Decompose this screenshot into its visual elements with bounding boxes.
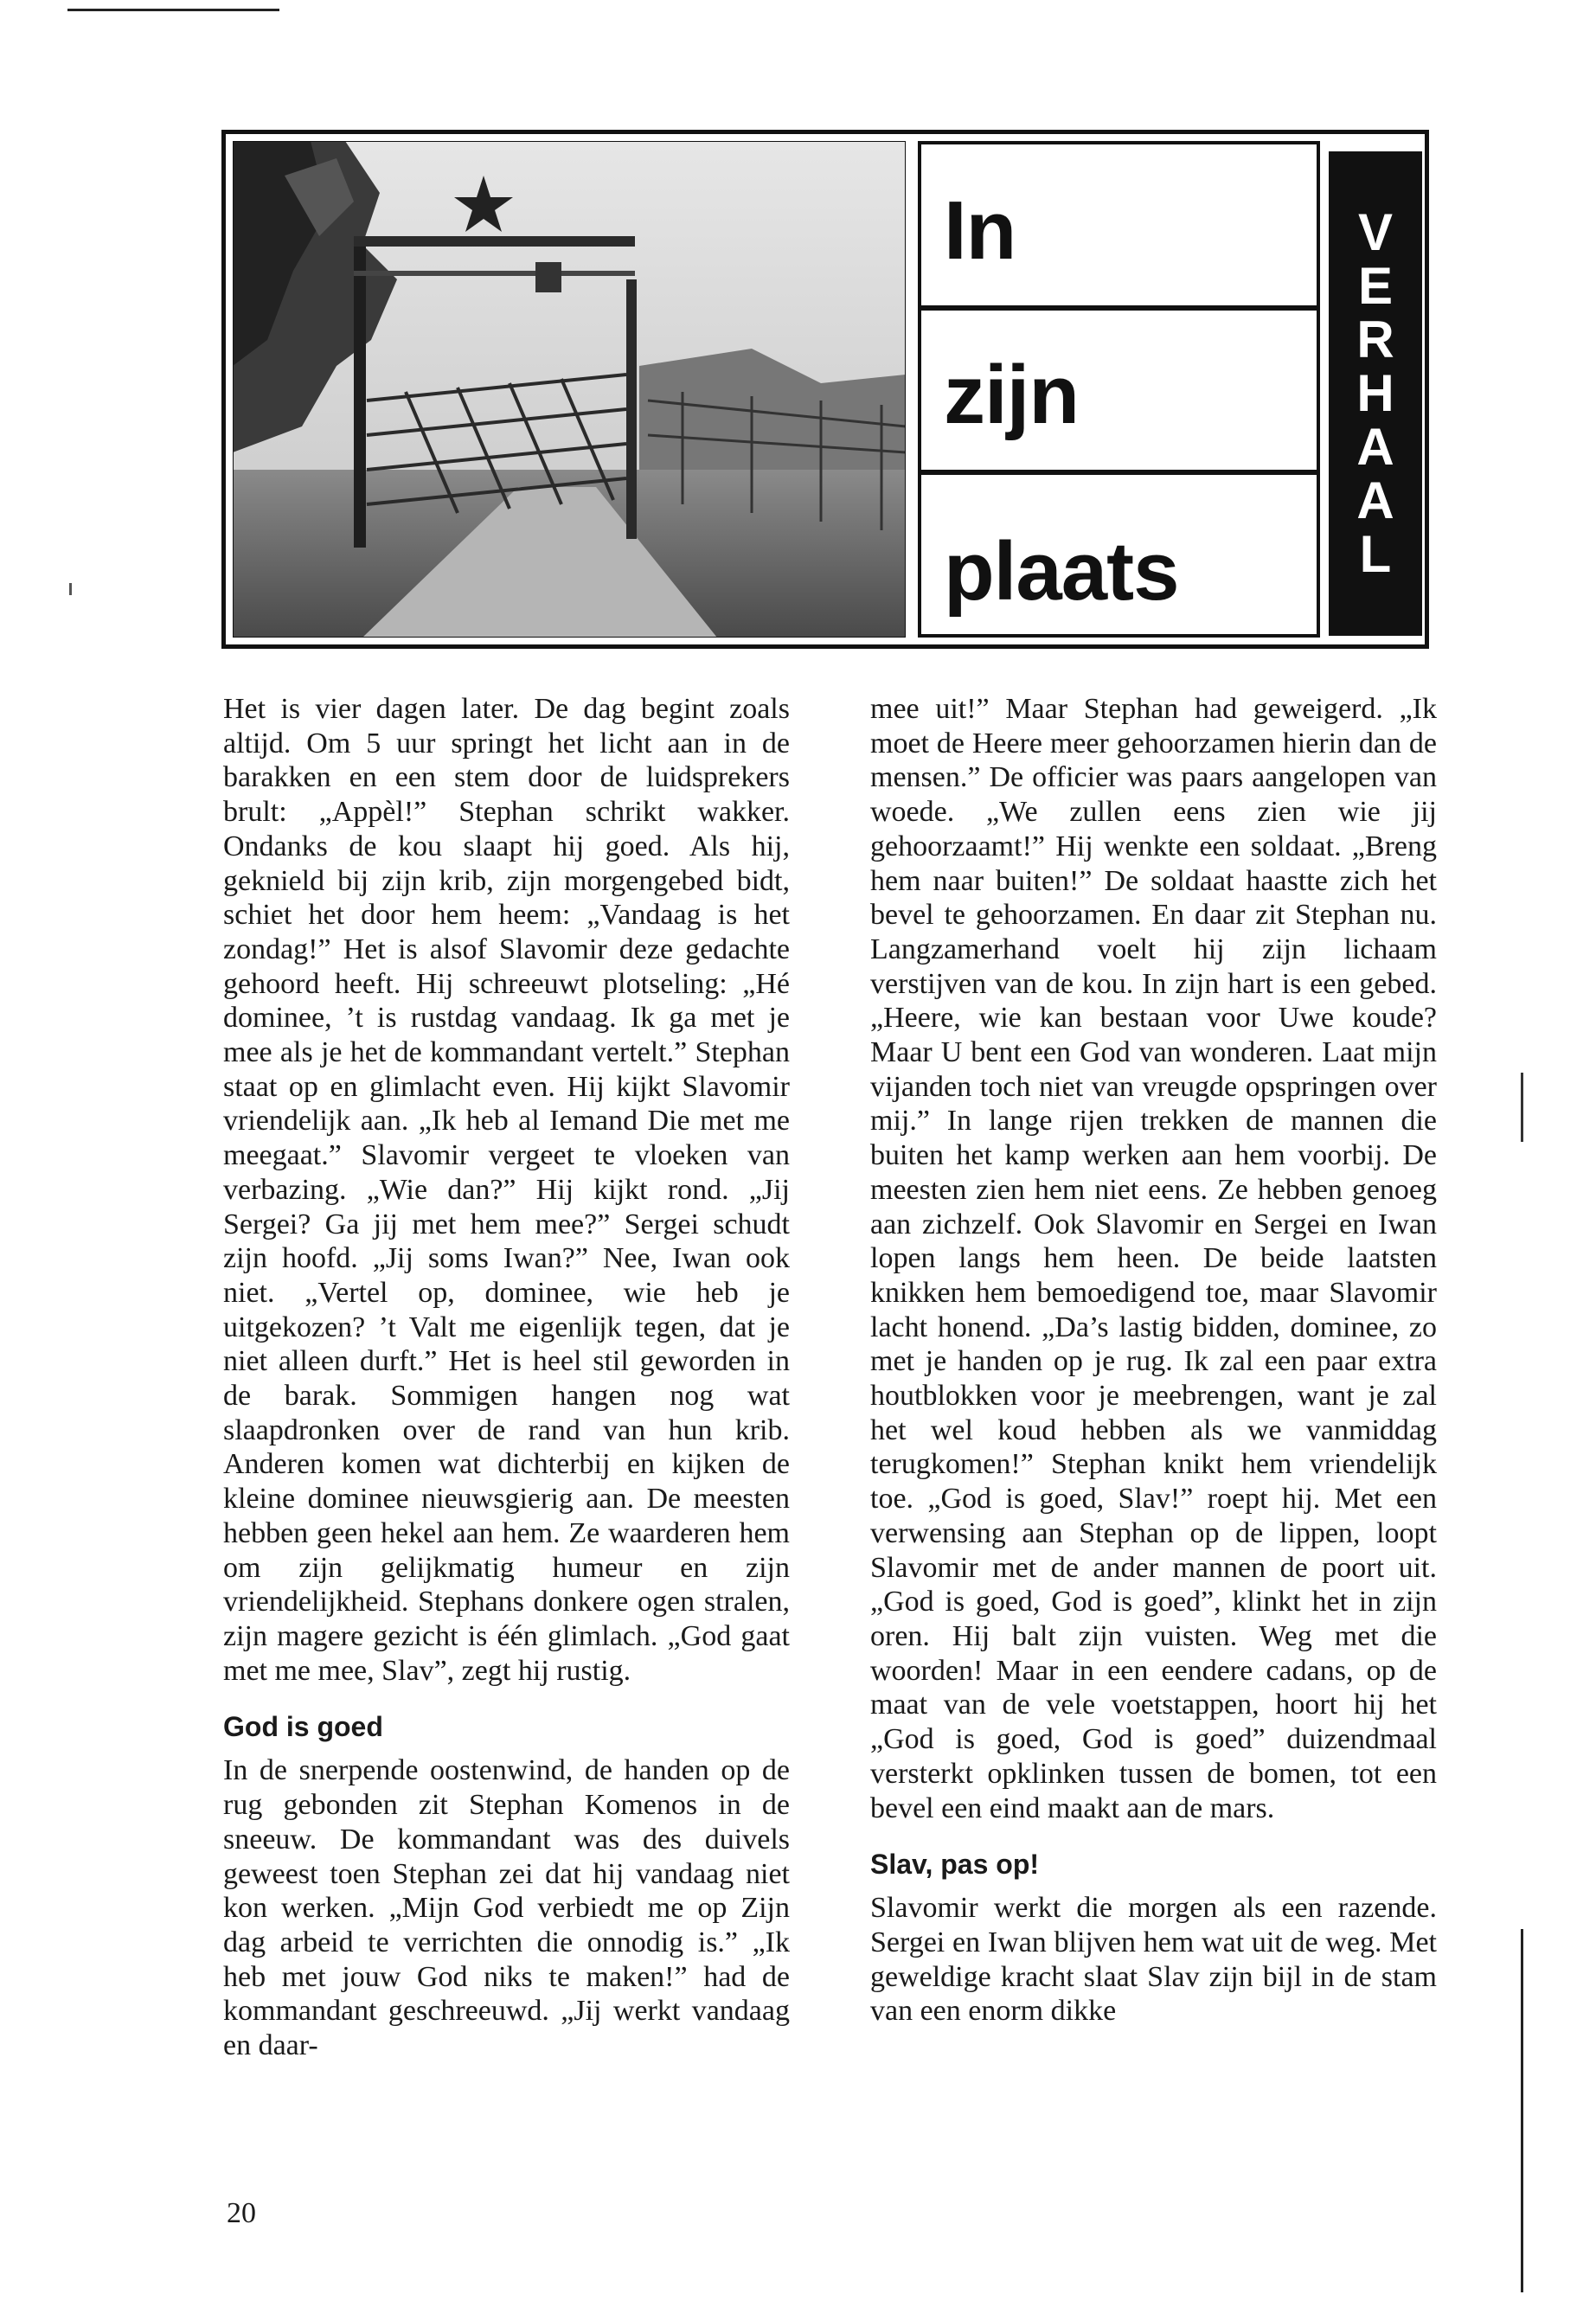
camp-gate-photo <box>233 141 906 638</box>
body-paragraph: Het is vier dagen later. De dag begint zoals altijd. Om 5 uur springt het licht aan in de barakken en een stem door de luidsprekers brult: „Appèl!” Stephan schrikt wakker. Ondanks de kou slaapt hij goed. Als hij, geknield bij zijn krib, zijn morgengebed bidt, schiet het door hem heem: „Vandaag is het zondag!” Het is alsof Slavomir deze gedachte gehoord heeft. Hij schreeuwt plotseling: „Hé dominee, ’t is rustdag vandaag. Ik ga met je mee als je het de kommandant vertelt.” Stephan staat op en glimlacht even. Hij kijkt Slavomir vriendelijk aan. „Ik heb al Iemand Die met me meegaat.” Slavomir vergeet te vloeken van verbazing. „Wie dan?” Hij kijkt rond. „Jij Sergei? Ga jij met hem mee?” Sergei schudt zijn hoofd. „Jij soms Iwan?” Nee, Iwan ook niet. „Vertel op, dominee, wie heb je uitgekozen? ’t Valt me eigenlijk tegen, dat je niet alleen durft.” Het is heel stil geworden in de barak. Sommigen hangen nog wat slaapdronken over de rand van hun krib. Anderen komen wat dichterbij en kijken de kleine dominee nieuwsgierig aan. De meesten hebben geen hekel aan hem. Ze waarderen hem om zijn gelijkmatig humeur en zijn vriendelijkheid. Stephans donkere ogen stralen, zijn magere gezicht is één glimlach. „God gaat met me mee, Slav”, zegt hij rustig. <box>223 693 790 1687</box>
section-label <box>1329 151 1422 636</box>
section-label-letter: E <box>1357 257 1394 315</box>
section-label-letter: A <box>1356 471 1394 529</box>
title-line-2: zijn <box>918 305 1320 475</box>
body-paragraph: Slavomir werkt die morgen als een razende. Sergei en Iwan blijven hem wat uit de weg. Met geweldige kracht slaat Slav zijn bijl in de stam van een enorm dikke <box>870 1892 1437 2028</box>
section-label-letter: V <box>1357 203 1394 261</box>
section-heading: Slav, pas op! <box>870 1849 1040 1881</box>
section-label-letter: R <box>1356 311 1394 369</box>
title-line-1: In <box>918 141 1320 311</box>
section-label-letter: A <box>1356 418 1394 476</box>
margin-mark <box>1521 1073 1523 1142</box>
body-paragraph: mee uit!” Maar Stephan had geweigerd. „Ik moet de Heere meer gehoorzamen hierin dan de mensen.” De officier was paars aangelopen van woede. „We zullen eens zien wie jij gehoorzaamt!” Hij wenkte een soldaat. „Breng hem naar buiten!” De soldaat haastte zich het bevel te gehoorzamen. En daar zit Stephan nu. Langzamerhand voelt hij zijn lichaam verstijven van de kou. In zijn hart is een gebed. „Heere, wie kan bestaan voor Uwe koude? Maar U bent een God van wonderen. Laat mijn vijanden toch niet van vreugde opspringen over mij.” In lange rijen trekken de mannen die buiten het kamp werken aan hem voorbij. De meesten zien hem niet eens. Ze hebben genoeg aan zichzelf. Ook Slavomir en Sergei en Iwan lopen langs hem heen. De beide laatsten knikken hem bemoedigend toe, maar Slavomir lacht honend. „Da’s lastig bidden, dominee, zo met je handen op je rug. Ik zal een paar extra houtblokken voor je meebrengen, want je zal het wel koud hebben als we vanmiddag terugkomen!” Stephan knikt hem vriendelijk toe. „God is goed, Slav!” roept hij. Met een verwensing aan Stephan op de lippen, loopt Slavomir met de ander mannen de poort uit. „God is goed, God is goed”, klinkt het in zijn oren. Hij balt zijn vuisten. Weg met die woorden! Maar in een eendere cadans, op de maat van de vele voetstappen, hoort hij het „God is goed, God is goed” duizendmaal versterkt opklinken tussen de bomen, tot een bevel een eind maakt aan de mars. <box>870 693 1437 1824</box>
title-column <box>918 141 1320 638</box>
section-label-letter: L <box>1359 525 1392 583</box>
camp-gate-illustration <box>233 141 906 638</box>
page-number: 20 <box>227 2197 256 2229</box>
title-line-3: plaats <box>918 470 1320 638</box>
left-column <box>223 692 790 2063</box>
story-header <box>221 130 1429 649</box>
body-paragraph: In de snerpende oostenwind, de handen op de rug gebonden zit Stephan Komenos in de sneeuw. De kommandant was des duivels geweest toen Stephan zei dat hij vandaag niet kon werken. „Mijn God verbiedt me op Zijn dag arbeid te verrichten die onnodig is.” „Ik heb met jouw God niks te maken!” had de kommandant geschreeuwd. „Jij werkt vandaag en daar- <box>223 1754 790 2062</box>
section-heading: God is goed <box>223 1711 383 1743</box>
margin-mark <box>69 583 72 595</box>
margin-mark <box>1521 1929 1523 2292</box>
top-rule <box>67 9 279 11</box>
section-label-letter: H <box>1356 364 1394 422</box>
right-column <box>870 692 1437 2029</box>
